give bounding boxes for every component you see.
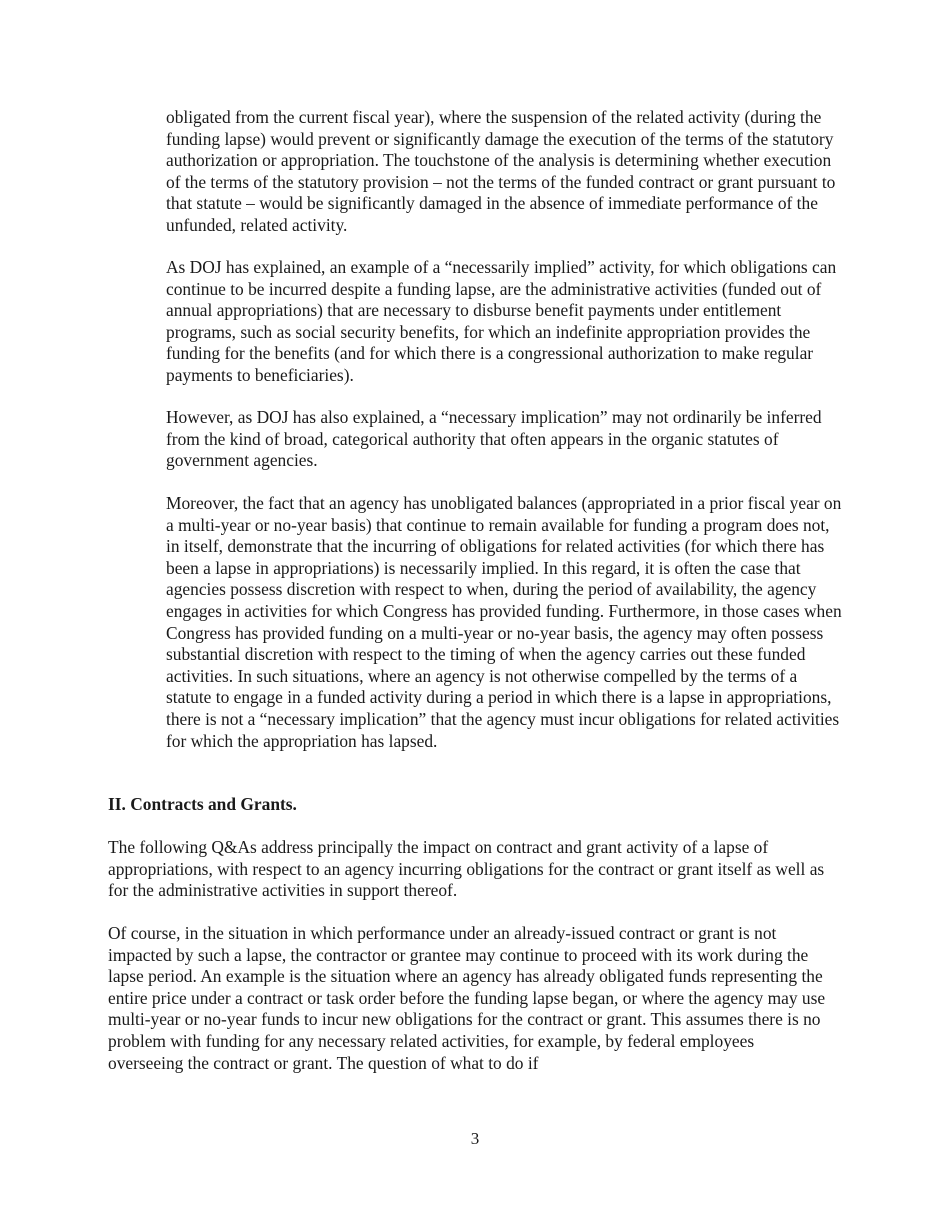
paragraph-touchstone: obligated from the current fiscal year), where the suspension of the related activity (during the funding lapse) would prevent or significantly damage the execution of the terms of the statutory authorization or appropriation. The touchstone of the analysis is determining whether execution of the terms of the statutory provision – not the terms of the funded contract or grant pursuant to that statute – would be significantly damaged in the absence of immediate performance of the unfunded, related activity. (166, 107, 836, 235)
paragraph-necessary-implication: However, as DOJ has also explained, a “necessary implication” may not ordinarily be inferred from the kind of broad, categorical authority that often appears in the organic statutes of government agencies. (166, 407, 822, 471)
paragraph-qa-intro: The following Q&As address principally the impact on contract and grant activity of a lapse of appropriations, with respect to an agency incurring obligations for the contract or grant itself as well as for the administrative activities in support thereof. (108, 837, 825, 901)
page-number: 3 (470, 1129, 480, 1148)
section-heading: II. Contracts and Grants. (108, 794, 297, 814)
paragraph-unobligated-balances: Moreover, the fact that an agency has unobligated balances (appropriated in a prior fiscal year on a multi-year or no-year basis) that continue to remain available for funding a program does not, in itself, demonstrate that the incurring of obligations for related activities (for which there has been a lapse in appropriations) is necessarily implied. In this regard, it is often the case that agencies possess discretion with respect to when, during the period of availability, the agency engages in activities for which Congress has provided funding. Furthermore, in those cases when Congress has provided funding on a multi-year or no-year basis, the agency may often possess substantial discretion with respect to the timing of when the agency carries out these funded activities. In such situations, where an agency is not otherwise compelled by the terms of a statute to engage in a funded activity during a period in which there is a lapse in appropriations, there is not a “necessary implication” that the agency must incur obligations for related activities for which the appropriation has lapsed. (166, 493, 842, 751)
paragraph-already-issued-contract: Of course, in the situation in which performance under an already-issued contract or grant is not impacted by such a lapse, the contractor or grantee may continue to proceed with its work during the lapse period. An example is the situation where an agency has already obligated funds representing the entire price under a contract or task order before the funding lapse began, or where the agency may use multi-year or no-year funds to incur new obligations for the contract or grant. This assumes there is no problem with funding for any necessary related activities, for example, by federal employees overseeing the contract or grant. The question of what to do if (108, 923, 826, 1073)
paragraph-necessarily-implied: As DOJ has explained, an example of a “necessarily implied” activity, for which obligations can continue to be incurred despite a funding lapse, are the administrative activities (funded out of annual appropriations) that are necessary to disburse benefit payments under entitlement programs, such as social security benefits, for which an indefinite appropriation provides the funding for the benefits (and for which there is a congressional authorization to make regular payments to beneficiaries). (166, 257, 837, 385)
